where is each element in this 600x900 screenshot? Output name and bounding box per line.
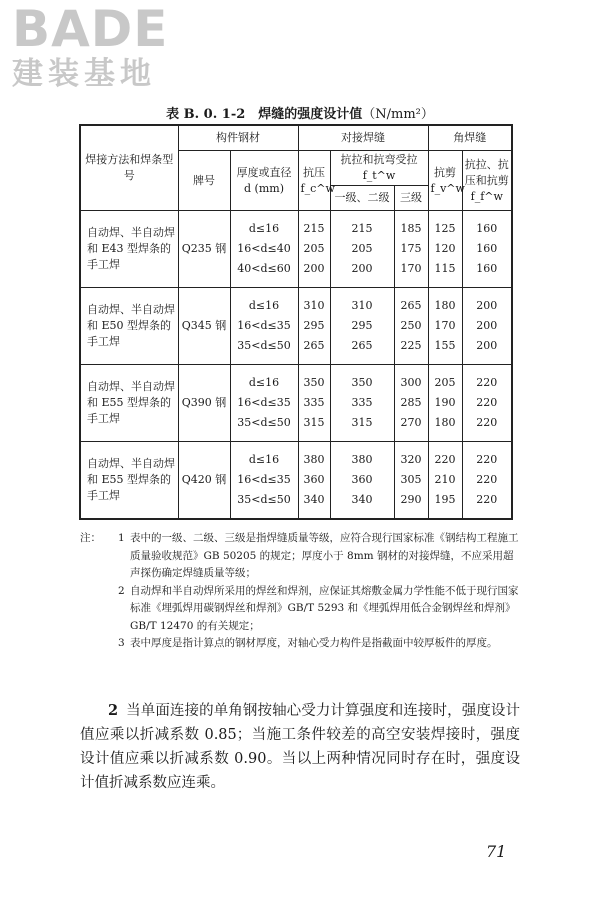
cell-value: 285 [400, 396, 422, 409]
cell-value: 200 [476, 339, 498, 352]
cell-grade3 [394, 288, 428, 365]
cell-value: 250 [400, 319, 422, 332]
cell-value: 210 [434, 473, 456, 486]
cell-value: 40<d≤60 [237, 262, 291, 275]
cell-value: 340 [351, 493, 373, 506]
cell-method: 自动焊、半自动焊和 E55 型焊条的手工焊 [80, 442, 178, 520]
cell-value: 185 [400, 222, 422, 235]
table-title [0, 103, 600, 122]
cell-method: 自动焊、半自动焊和 E50 型焊条的手工焊 [80, 288, 178, 365]
cell-thickness [230, 211, 298, 288]
table-title-text: 表 B. 0. 1-2 焊缝的强度设计值 [166, 107, 363, 122]
cell-value: d≤16 [248, 453, 280, 466]
cell-value: 195 [434, 493, 456, 506]
cell-value: 220 [476, 396, 498, 409]
cell-method: 自动焊、半自动焊和 E55 型焊条的手工焊 [80, 365, 178, 442]
cell-value: 380 [351, 453, 373, 466]
cell-value: 16<d≤40 [237, 242, 291, 255]
cell-value: 300 [400, 376, 422, 389]
cell-value: 265 [351, 339, 373, 352]
cell-value: 360 [351, 473, 373, 486]
cell-value: 350 [351, 376, 373, 389]
cell-value: 360 [303, 473, 325, 486]
logo-brand: BADE [12, 0, 169, 58]
note-item [80, 530, 520, 583]
cell-value: 160 [476, 262, 498, 275]
cell-compression [298, 442, 330, 520]
body-paragraph [80, 699, 520, 795]
cell-value: 120 [434, 242, 456, 255]
weld-strength-table [79, 124, 513, 520]
note-text: 自动焊和半自动焊所采用的焊丝和焊剂，应保证其熔敷金属力学性能不低于现行国家标准《埋弧焊用碳钢焊丝和焊剂》GB/T 5293 和《埋弧焊用低合金钢焊丝和焊剂》GB/T 12470 的有关规定； [130, 584, 519, 632]
cell-value: 180 [434, 416, 456, 429]
cell-value: 35<d≤50 [237, 339, 291, 352]
cell-value: 200 [476, 319, 498, 332]
cell-value: 270 [400, 416, 422, 429]
cell-value: 16<d≤35 [237, 396, 291, 409]
cell-value: 310 [303, 299, 325, 312]
cell-value: 310 [351, 299, 373, 312]
cell-value: 335 [351, 396, 373, 409]
cell-value: 200 [476, 299, 498, 312]
header-thickness: 厚度或直径 d (mm) [230, 151, 298, 211]
cell-grade3 [394, 442, 428, 520]
header-method: 焊接方法和焊条型号 [80, 125, 178, 211]
cell-grade12 [330, 211, 394, 288]
cell-value: 220 [434, 453, 456, 466]
cell-value: d≤16 [248, 222, 280, 235]
cell-value: 215 [351, 222, 373, 235]
cell-value: 305 [400, 473, 422, 486]
cell-value: 200 [351, 262, 373, 275]
cell-value: 220 [476, 473, 498, 486]
cell-value: 170 [434, 319, 456, 332]
cell-grade: Q345 钢 [178, 288, 230, 365]
cell-grade12 [330, 442, 394, 520]
note-number: 1 [118, 532, 125, 544]
cell-shear [428, 288, 462, 365]
cell-compression [298, 288, 330, 365]
cell-fillet [462, 288, 512, 365]
cell-value: 16<d≤35 [237, 319, 291, 332]
note-item [80, 583, 520, 636]
cell-value: 160 [476, 222, 498, 235]
note-number: 2 [118, 584, 125, 597]
cell-value: 16<d≤35 [237, 473, 291, 486]
cell-fillet [462, 365, 512, 442]
header-compression: 抗压 f_c^w [298, 151, 330, 211]
cell-method: 自动焊、半自动焊和 E43 型焊条的手工焊 [80, 211, 178, 288]
cell-thickness [230, 365, 298, 442]
table-unit: （N/mm²） [362, 107, 434, 122]
page-number: 71 [486, 842, 507, 861]
cell-value: 205 [434, 376, 456, 389]
table-row [80, 288, 512, 365]
cell-value: 380 [303, 453, 325, 466]
cell-grade: Q420 钢 [178, 442, 230, 520]
cell-value: 220 [476, 493, 498, 506]
cell-value: 315 [303, 416, 325, 429]
cell-value: 200 [303, 262, 325, 275]
header-butt-weld: 对接焊缝 [298, 125, 428, 151]
cell-value: 220 [476, 376, 498, 389]
cell-value: 155 [434, 339, 456, 352]
cell-value: 295 [303, 319, 325, 332]
header-fillet: 抗拉、抗压和抗剪 f_f^w [462, 151, 512, 211]
cell-compression [298, 365, 330, 442]
table-row [80, 442, 512, 520]
cell-grade12 [330, 365, 394, 442]
cell-fillet [462, 211, 512, 288]
cell-grade12 [330, 288, 394, 365]
header-fillet-weld: 角焊缝 [428, 125, 512, 151]
cell-value: d≤16 [248, 299, 280, 312]
notes-label: 注： [80, 532, 101, 544]
note-text: 表中厚度是指计算点的钢材厚度，对轴心受力构件是指截面中较厚板件的厚度。 [130, 637, 498, 649]
header-material: 构件钢材 [178, 125, 298, 151]
cell-fillet [462, 442, 512, 520]
cell-value: 175 [400, 242, 422, 255]
cell-value: 315 [351, 416, 373, 429]
cell-value: 180 [434, 299, 456, 312]
cell-value: 340 [303, 493, 325, 506]
cell-value: 335 [303, 396, 325, 409]
cell-grade: Q235 钢 [178, 211, 230, 288]
cell-value: 290 [400, 493, 422, 506]
cell-value: 295 [351, 319, 373, 332]
cell-value: 220 [476, 453, 498, 466]
table-row [80, 211, 512, 288]
header-tension-bending: 抗拉和抗弯受拉 f_t^w [330, 151, 428, 186]
paragraph-text: 当单面连接的单角钢按轴心受力计算强度和连接时，强度设计值应乘以折减系数 0.85；当施工条件较差的高空安装焊接时，强度设计值应乘以折减系数 0.90。当以上两种情况同时存在时，强度设计值折减系数应连乘。 [80, 703, 520, 791]
header-grade: 牌号 [178, 151, 230, 211]
cell-compression [298, 211, 330, 288]
cell-value: d≤16 [248, 376, 280, 389]
table-row [80, 365, 512, 442]
cell-shear [428, 365, 462, 442]
cell-thickness [230, 442, 298, 520]
cell-value: 125 [434, 222, 456, 235]
cell-value: 265 [303, 339, 325, 352]
cell-value: 205 [351, 242, 373, 255]
cell-value: 35<d≤50 [237, 416, 291, 429]
paragraph-number: 2 [108, 702, 119, 719]
header-grade12: 一级、二级 [330, 186, 394, 211]
logo-subtitle: 建装基地 [12, 56, 156, 92]
cell-value: 320 [400, 453, 422, 466]
table-notes [80, 530, 520, 653]
cell-value: 215 [303, 222, 325, 235]
note-text: 表中的一级、二级、三级是指焊缝质量等级，应符合现行国家标准《钢结构工程施工质量验收规范》GB 50205 的规定；厚度小于 8mm 钢材的对接焊缝，不应采用超声探伤确定焊缝质量等级； [130, 532, 519, 579]
cell-value: 170 [400, 262, 422, 275]
note-item [80, 635, 520, 653]
header-shear: 抗剪 f_v^w [428, 151, 462, 211]
cell-grade: Q390 钢 [178, 365, 230, 442]
cell-value: 35<d≤50 [237, 493, 291, 506]
logo [12, 0, 182, 92]
cell-value: 190 [434, 396, 456, 409]
cell-thickness [230, 288, 298, 365]
cell-value: 205 [303, 242, 325, 255]
cell-shear [428, 211, 462, 288]
cell-value: 350 [303, 376, 325, 389]
cell-grade3 [394, 365, 428, 442]
note-number: 3 [118, 637, 125, 649]
cell-shear [428, 442, 462, 520]
cell-value: 225 [400, 339, 422, 352]
header-grade3: 三级 [394, 186, 428, 211]
cell-value: 115 [434, 262, 456, 275]
cell-value: 160 [476, 242, 498, 255]
cell-grade3 [394, 211, 428, 288]
cell-value: 265 [400, 299, 422, 312]
cell-value: 220 [476, 416, 498, 429]
